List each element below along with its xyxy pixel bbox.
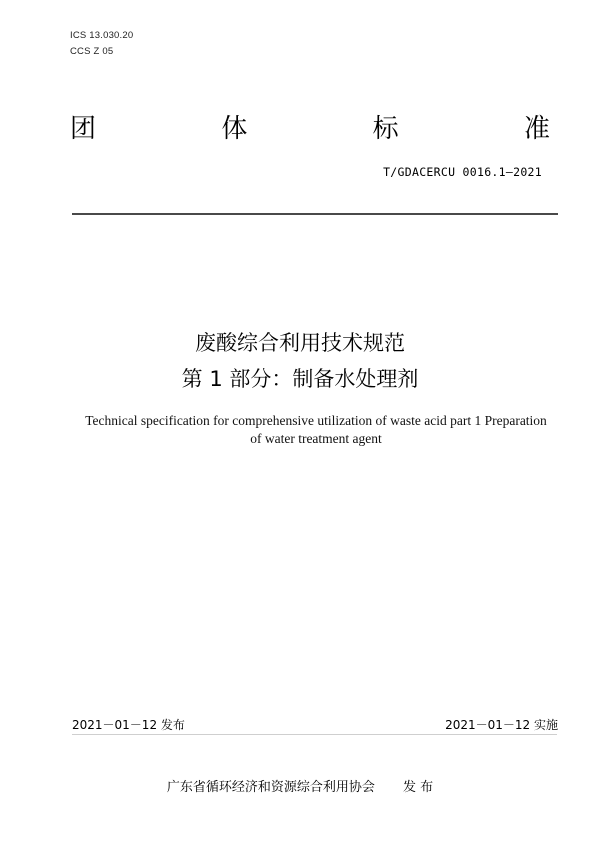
title-en	[66, 412, 566, 448]
standard-type-char: 体	[221, 114, 248, 144]
implement-date: 2021－01－12 实施	[445, 718, 558, 732]
publisher-action: 发 布	[402, 780, 434, 795]
title-en-line2: of water treatment agent	[250, 431, 382, 446]
footer-divider	[72, 734, 557, 735]
publisher-line	[0, 776, 600, 795]
publish-date: 2021－01－12 发布	[72, 718, 185, 732]
title-cn-line2: 第 1 部分：制备水处理剂	[181, 367, 419, 391]
standard-number: T/GDACERCU 0016.1—2021	[383, 165, 542, 179]
ics-code: ICS 13.030.20	[70, 30, 134, 41]
standard-type-char: 团	[70, 114, 97, 144]
title-cn-line1: 废酸综合利用技术规范	[195, 331, 405, 355]
header-divider	[72, 213, 558, 215]
standard-type-char: 准	[523, 114, 550, 144]
title-en-line1: Technical specification for comprehensive utilization of waste acid part 1 Preparation	[85, 413, 547, 428]
standard-type-heading	[70, 114, 550, 144]
publisher-org: 广东省循环经济和资源综合利用协会	[166, 780, 375, 795]
standard-type-char: 标	[372, 114, 399, 144]
ccs-code: CCS Z 05	[70, 46, 114, 57]
